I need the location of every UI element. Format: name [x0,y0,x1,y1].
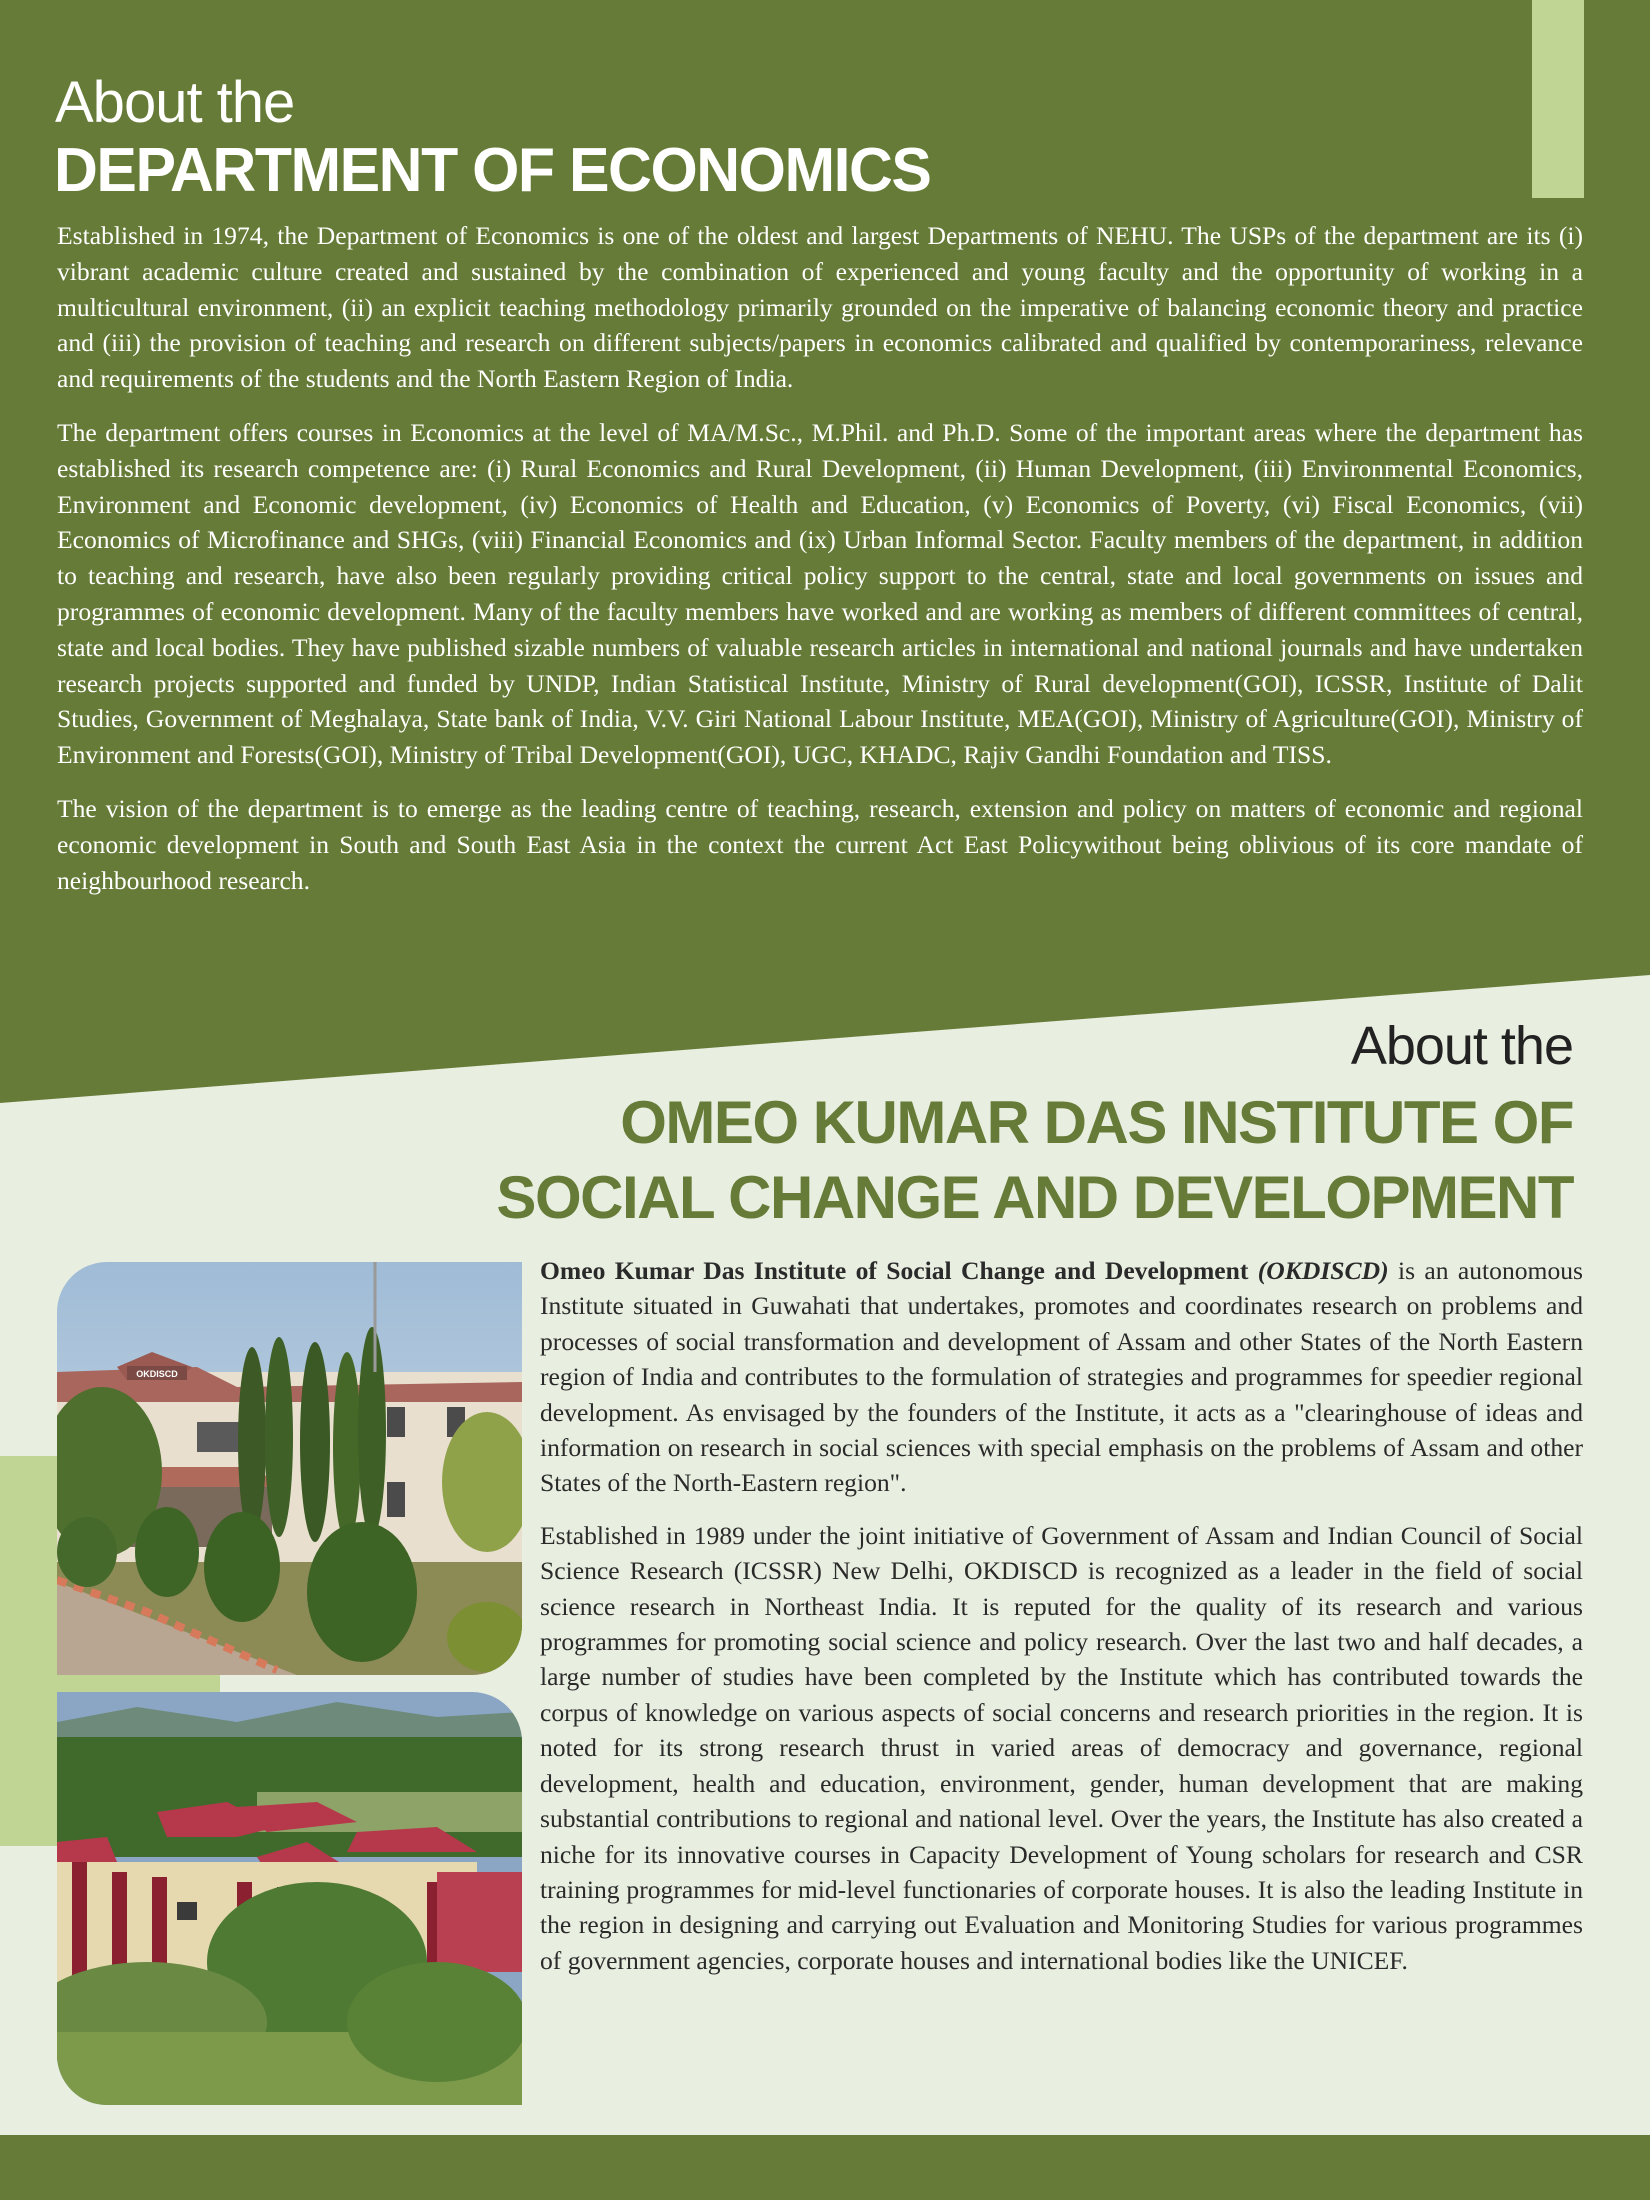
institute-abbreviation: (OKDISCD) [1257,1256,1389,1285]
department-title: DEPARTMENT OF ECONOMICS [54,136,931,205]
institute-paragraph-1-text: is an autonomous Institute situated in Guwahati that undertakes, promotes and coordinates research on problems and processes of social transformation and development of Assam and other States of the North Eastern region of India and contributes to the formulation of strategies and programmes for speedier regional development. As envisaged by the founders of the Institute, it acts as a "clearinghouse of ideas and information on research in social sciences with special emphasis on the problems of Assam and other States of the North-Eastern region". [540,1256,1583,1498]
institute-title [373,1085,1573,1235]
photo-hillside-building [57,1692,522,2105]
photo-main-building [57,1262,522,1675]
department-paragraph-1: Established in 1974, the Department of Economics is one of the oldest and largest Departments of NEHU. The USPs of the department are its (i) vibrant academic culture created and sustained by the combination of experienced and young faculty and the opportunity of working in a multicultural environment, (ii) an explicit teaching methodology primarily grounded on the imperative of balancing economic theory and practice and (iii) the provision of teaching and research on different subjects/papers in economics calibrated and qualified by contemporariness, relevance and requirements of the students and the North Eastern Region of India. [57,221,1583,394]
institute-about-label: About the [1350,1016,1573,1076]
institute-body [540,1253,1583,1995]
institute-name-lead: Omeo Kumar Das Institute of Social Change and Development [540,1256,1249,1285]
department-about-label: About the [55,70,295,135]
decorative-side-block [0,1456,57,1846]
building-photo-icon [57,1262,522,1675]
institute-paragraph-2: Established in 1989 under the joint initiative of Government of Assam and Indian Council of Social Science Research (ICSSR) New Delhi, OKDISCD is recognized as a leader in the field of social science research in Northeast India. It is reputed for the quality of its research and various programmes for promoting social science and policy research. Over the last two and half decades, a large number of studies have been completed by the Institute which has contributed towards the corpus of knowledge on various aspects of social concerns and research priorities in the region. It is noted for its strong research thrust in varied areas of democracy and governance, regional development, health and education, environment, gender, human development that are making substantial contributions to regional and national level. Over the years, the Institute has also created a niche for its innovative courses in Capacity Development of Young scholars for research and CSR training programmes for mid-level functionaries of corporate houses. It is also the leading Institute in the region in designing and carrying out Evaluation and Monitoring Studies for various programmes of government agencies, corporate houses and international bodies like the UNICEF. [540,1520,1583,1975]
department-paragraph-3: The vision of the department is to emerge as the leading centre of teaching, research, extension and policy on matters of economic and regional economic development in South and South East Asia in the context the current Act East Policywithout being oblivious of its core mandate of neighbourhood research. [57,793,1583,895]
footer-bar [0,2135,1650,2200]
accent-bar [1532,0,1584,198]
department-paragraph-2: The department offers courses in Economics at the level of MA/M.Sc., M.Phil. and Ph.D. Some of the important areas where the department has established its research competence are: (i) Rural Economics and Rural Development, (ii) Human Development, (iii) Environmental Economics, Environment and Economic development, (iv) Economics of Health and Education, (v) Economics of Poverty, (vi) Fiscal Economics, (vii) Economics of Microfinance and SHGs, (viii) Financial Economics and (ix) Urban Informal Sector. Faculty members of the department, in addition to teaching and research, have also been regularly providing critical policy support to the central, state and local governments on issues and programmes of economic development. Many of the faculty members have worked and are working as members of different committees of central, state and local bodies. They have published sizable numbers of valuable research articles in international and national journals and have undertaken research projects supported and funded by UNDP, Indian Statistical Institute, Ministry of Rural development(GOI), ICSSR, Institute of Dalit Studies, Government of Meghalaya, State bank of India, V.V. Giri National Labour Institute, MEA(GOI), Ministry of Agriculture(GOI), Ministry of Environment and Forests(GOI), Ministry of Tribal Development(GOI), UGC, KHADC, Rajiv Gandhi Foundation and TISS. [57,417,1583,770]
institute-title-line-1: OMEO KUMAR DAS INSTITUTE OF [620,1089,1573,1156]
department-body [57,218,1583,916]
building-photo-icon [57,1692,522,2105]
institute-paragraph-1 [540,1253,1583,1501]
decorative-gap-strip [57,1675,220,1692]
svg-text:OKDISCD: OKDISCD [136,1369,178,1379]
institute-title-line-2: SOCIAL CHANGE AND DEVELOPMENT [496,1164,1573,1231]
